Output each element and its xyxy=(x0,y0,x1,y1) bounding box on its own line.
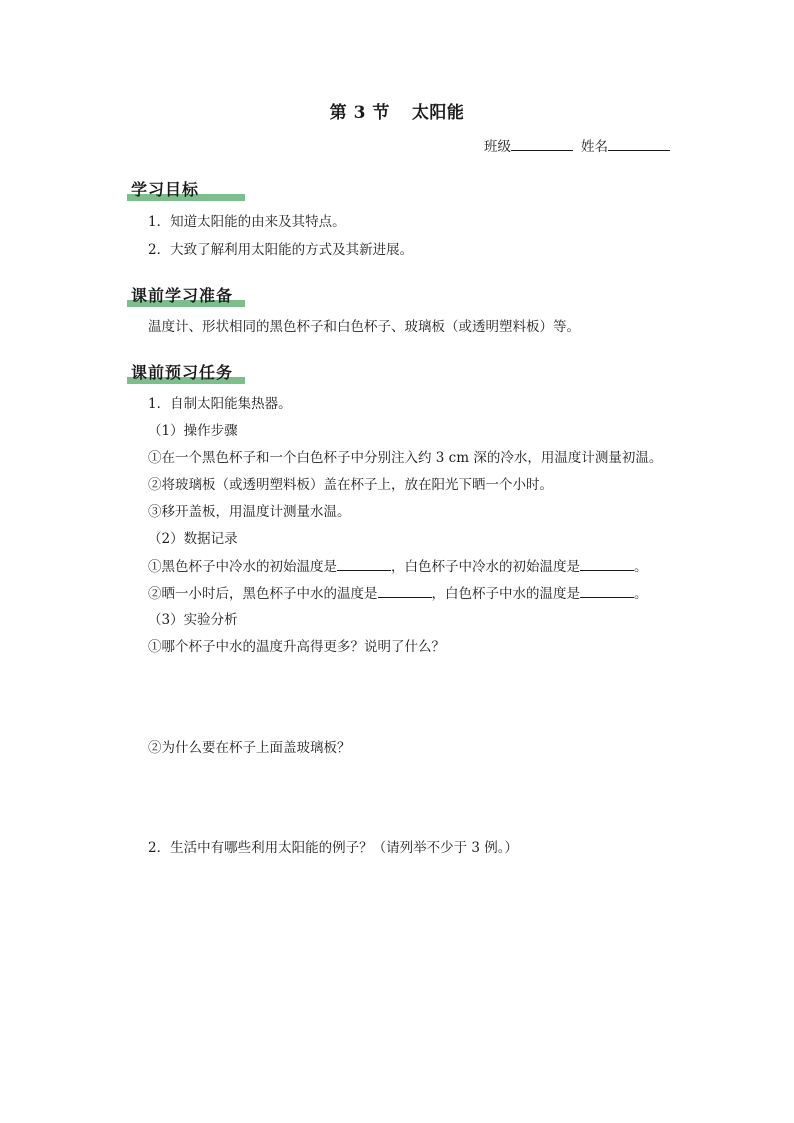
record2-blank-white[interactable] xyxy=(580,584,634,598)
student-info xyxy=(484,135,670,155)
record-line-2 xyxy=(148,584,648,603)
page-title xyxy=(0,98,794,123)
tasks-heading xyxy=(127,360,245,384)
analysis-question-2: ②为什么要在杯子上面盖玻璃板？ xyxy=(148,740,351,756)
title-name: 太阳能 xyxy=(411,103,465,123)
preparation-heading-text: 课前学习准备 xyxy=(131,286,234,305)
record1-blank-white[interactable] xyxy=(580,557,634,571)
objective-item-1: 1．知道太阳能的由来及其特点。 xyxy=(148,214,346,230)
title-suffix: 节 xyxy=(372,103,390,123)
objectives-heading-text: 学习目标 xyxy=(131,180,200,199)
analysis-heading: （3）实验分析 xyxy=(148,612,238,628)
preparation-text: 温度计、形状相同的黑色杯子和白色杯子、玻璃板（或透明塑料板）等。 xyxy=(148,319,580,335)
name-label: 姓名 xyxy=(581,139,608,155)
class-field[interactable] xyxy=(511,137,573,151)
objective-item-2: 2．大致了解利用太阳能的方式及其新进展。 xyxy=(148,242,414,258)
title-number: 3 xyxy=(353,103,366,123)
record1-text-c: 。 xyxy=(634,559,648,575)
record1-text-a: ①黑色杯子中冷水的初始温度是 xyxy=(148,559,337,575)
step-1: ①在一个黑色杯子和一个白色杯子中分别注入约 3 cm 深的冷水，用温度计测量初温。 xyxy=(148,450,663,466)
record-line-1 xyxy=(148,557,648,576)
record2-text-c: 。 xyxy=(634,586,648,602)
objectives-heading xyxy=(127,177,245,201)
task2-question: 2．生活中有哪些利用太阳能的例子？（请列举不少于 3 例。） xyxy=(148,840,519,856)
preparation-heading xyxy=(127,283,245,307)
record1-blank-black[interactable] xyxy=(337,557,391,571)
steps-heading: （1）操作步骤 xyxy=(148,423,238,439)
title-prefix: 第 xyxy=(329,103,348,123)
record1-text-b: ，白色杯子中冷水的初始温度是 xyxy=(391,559,580,575)
step-3: ③移开盖板，用温度计测量水温。 xyxy=(148,504,351,520)
task1-title: 1．自制太阳能集热器。 xyxy=(148,396,292,412)
class-label: 班级 xyxy=(484,139,511,155)
record2-text-a: ②晒一小时后，黑色杯子中水的温度是 xyxy=(148,586,378,602)
record2-blank-black[interactable] xyxy=(378,584,432,598)
tasks-heading-text: 课前预习任务 xyxy=(131,363,234,382)
record-heading: （2）数据记录 xyxy=(148,531,238,547)
record2-text-b: ，白色杯子中水的温度是 xyxy=(431,586,580,602)
analysis-question-1: ①哪个杯子中水的温度升高得更多？说明了什么？ xyxy=(148,639,445,655)
name-field[interactable] xyxy=(608,137,670,151)
step-2: ②将玻璃板（或透明塑料板）盖在杯子上，放在阳光下晒一个小时。 xyxy=(148,477,553,493)
